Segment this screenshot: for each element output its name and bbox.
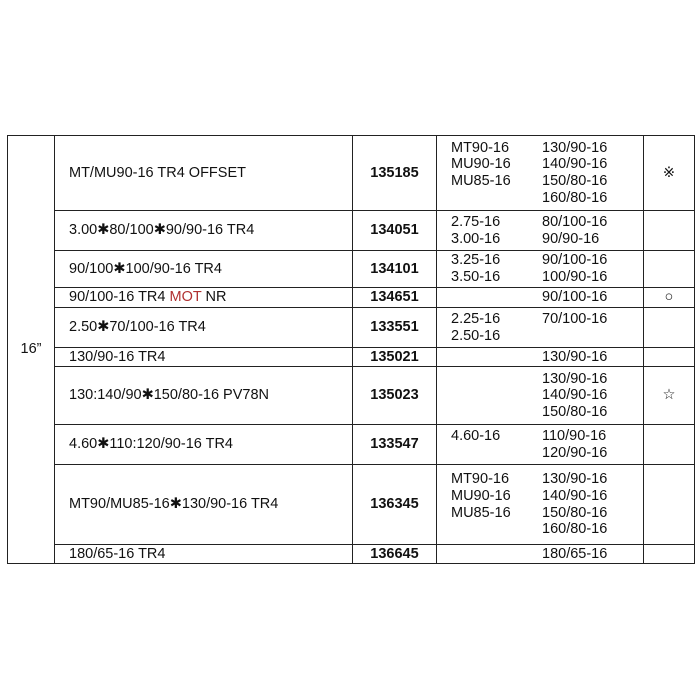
fitment-cell (437, 465, 644, 545)
fitment-cell (437, 367, 644, 425)
tube-description: 3.00✱80/100✱90/90-16 TR4 (55, 211, 353, 251)
fitment-size: 130/90-16 (542, 139, 608, 156)
fitment-cell (437, 348, 644, 367)
table-row (8, 425, 695, 465)
table-row (8, 136, 695, 211)
note-mark (644, 211, 695, 251)
desc-text: NR (201, 289, 227, 306)
fitment-size: MT90-16 (451, 471, 510, 488)
tube-spec-table (7, 135, 695, 564)
part-code: 136645 (353, 545, 437, 564)
fitment-size: MU85-16 (451, 504, 511, 521)
fitment-size: 2.50-16 (451, 327, 501, 344)
table-row (8, 465, 695, 545)
tube-description: 90/100✱100/90-16 TR4 (55, 251, 353, 288)
tube-description: 2.50✱70/100-16 TR4 (55, 308, 353, 348)
fitment-cell (437, 308, 644, 348)
part-code: 134651 (353, 288, 437, 308)
part-code: 133547 (353, 425, 437, 465)
tube-description: MT90/MU85-16✱130/90-16 TR4 (55, 465, 353, 545)
fitment-size: 70/100-16 (542, 310, 608, 327)
fitment-size: 150/80-16 (542, 403, 608, 420)
part-code: 136345 (353, 465, 437, 545)
desc-text: 90/100-16 TR4 (69, 289, 170, 306)
rim-size-label: 16” (8, 136, 55, 564)
tube-description: 180/65-16 TR4 (55, 545, 353, 564)
fitment-size: MU90-16 (451, 487, 511, 504)
part-code: 135023 (353, 367, 437, 425)
note-mark (644, 425, 695, 465)
fitment-size: 90/100-16 (542, 289, 608, 306)
tube-description: 130:140/90✱150/80-16 PV78N (55, 367, 353, 425)
note-mark (644, 348, 695, 367)
fitment-cell (437, 545, 644, 564)
note-mark: ☆ (644, 367, 695, 425)
fitment-size: MT90-16 (451, 139, 510, 156)
note-mark (644, 465, 695, 545)
fitment-size: 100/90-16 (542, 269, 608, 285)
part-code: 135185 (353, 136, 437, 211)
part-code: 135021 (353, 348, 437, 367)
fitment-cell (437, 136, 644, 211)
fitment-size: 150/80-16 (542, 173, 608, 189)
fitment-cell (437, 211, 644, 251)
fitment-size: 180/65-16 (542, 545, 608, 562)
note-mark (644, 251, 695, 288)
fitment-size: MU90-16 (451, 156, 511, 173)
fitment-size: 160/80-16 (542, 521, 608, 538)
fitment-size: 90/90-16 (542, 230, 600, 247)
fitment-size: 4.60-16 (451, 427, 501, 444)
fitment-size: 140/90-16 (542, 487, 608, 504)
fitment-size: 140/90-16 (542, 156, 608, 173)
fitment-size: 2.25-16 (451, 310, 501, 327)
note-mark: ※ (644, 136, 695, 211)
table-row (8, 251, 695, 288)
table-row (8, 288, 695, 308)
fitment-cell (437, 288, 644, 308)
table-row (8, 348, 695, 367)
part-code: 133551 (353, 308, 437, 348)
fitment-size: 160/80-16 (542, 189, 608, 206)
note-mark (644, 308, 695, 348)
table-row (8, 211, 695, 251)
fitment-size: 3.25-16 (451, 252, 501, 269)
note-mark: ○ (644, 288, 695, 308)
part-code: 134051 (353, 211, 437, 251)
tube-description: 4.60✱110:120/90-16 TR4 (55, 425, 353, 465)
fitment-size: MU85-16 (451, 173, 511, 189)
mot-label: MOT (169, 289, 202, 306)
fitment-size: 3.00-16 (451, 230, 501, 247)
fitment-size: 80/100-16 (542, 213, 608, 230)
fitment-size: 130/90-16 (542, 370, 608, 387)
tube-description (55, 288, 353, 308)
table-row (8, 308, 695, 348)
fitment-size: 130/90-16 (542, 348, 608, 365)
note-mark (644, 545, 695, 564)
table-row (8, 545, 695, 564)
fitment-size: 110/90-16 (542, 427, 607, 444)
fitment-cell (437, 425, 644, 465)
fitment-size: 140/90-16 (542, 387, 608, 404)
fitment-size: 150/80-16 (542, 504, 608, 521)
fitment-size: 120/90-16 (542, 444, 608, 461)
fitment-size: 130/90-16 (542, 471, 608, 488)
tube-description: MT/MU90-16 TR4 OFFSET (55, 136, 353, 211)
tube-description: 130/90-16 TR4 (55, 348, 353, 367)
table-row (8, 367, 695, 425)
fitment-size: 3.50-16 (451, 269, 501, 285)
fitment-size: 90/100-16 (542, 252, 608, 269)
fitment-size: 2.75-16 (451, 213, 501, 230)
part-code: 134101 (353, 251, 437, 288)
fitment-cell (437, 251, 644, 288)
